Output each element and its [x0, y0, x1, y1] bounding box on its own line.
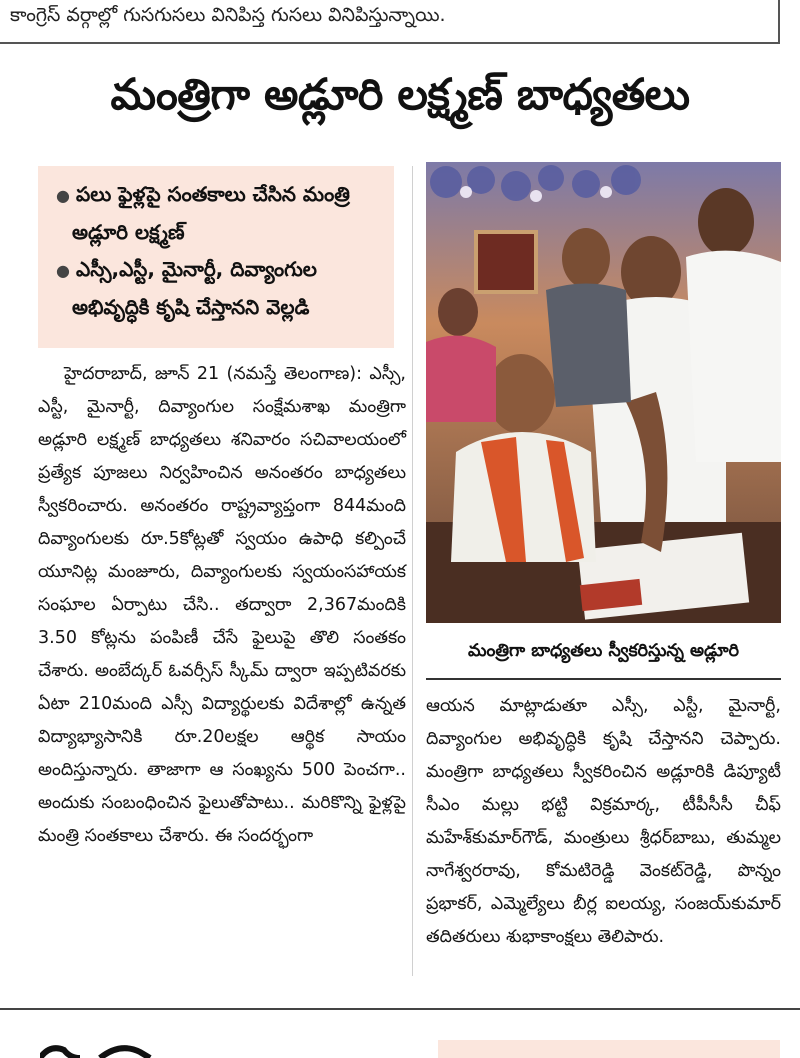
- highlight-item: [54, 251, 382, 326]
- highlight-text: పలు ఫైళ్లపై సంతకాలు చేసిన మంత్రి అడ్లూరి లక్ష్మణ్: [72, 182, 350, 244]
- news-photo: [426, 162, 781, 623]
- next-article-highlight-box: [438, 1040, 780, 1058]
- article-body-left-column: [38, 358, 406, 853]
- column-divider: [412, 166, 413, 976]
- article-paragraph: ఆయన మాట్లాడుతూ ఎస్సీ, ఎస్టీ, మైనార్టీ, దివ్యాంగుల అభివృద్ధికి కృషి చేస్తానని చెప్పారు. మంత్రిగా బాధ్యతలు స్వీకరించిన అడ్లూరికి డిప్యూటీ సీఎం మల్లు భట్టి విక్రమార్క, టీపీసీసీ చీఫ్ మహేశ్‌కుమార్‌గౌడ్, మంత్రులు శ్రీధర్‌బాబు, తుమ్మల నాగేశ్వరరావు, కోమటిరెడ్డి వెంకట్‌రెడ్డి, పొన్నం ప్రభాకర్, ఎమ్మెల్యేలు బీర్ల ఐలయ్య, సంజయ్‌కుమార్ తదితరులు శుభాకాంక్షలు తెలిపారు.: [426, 696, 781, 947]
- bullet-icon: ●: [56, 186, 70, 205]
- highlight-item: [54, 176, 382, 251]
- article-body-right-column: [426, 690, 781, 954]
- highlight-text: ఎస్సీ,ఎస్టీ, మైనార్టీ, దివ్యాంగుల అభివృద్ధికి కృషి చేస్తానని వెల్లడి: [72, 257, 317, 319]
- cropped-text-icon: [40, 1040, 200, 1058]
- photo-illustration: [426, 162, 781, 623]
- headline: మంత్రిగా అడ్లూరి లక్ష్మణ్ బాధ్యతలు: [110, 70, 690, 120]
- bullet-icon: ●: [56, 261, 70, 280]
- photo-caption: మంత్రిగా బాధ్యతలు స్వీకరిస్తున్న అడ్లూరి: [426, 628, 781, 680]
- next-article-headline-fragment: [40, 1040, 200, 1058]
- previous-article-text: కాంగ్రెస్ వర్గాల్లో గుసగుసలు వినిపిస్త గుసలు వినిపిస్తున్నాయి.: [10, 4, 446, 26]
- highlights-box: [38, 166, 394, 348]
- section-divider: [0, 1008, 800, 1010]
- article-paragraph: హైదరాబాద్, జూన్ 21 (నమస్తే తెలంగాణ): ఎస్సీ, ఎస్టీ, మైనార్టీ, దివ్యాంగుల సంక్షేమశాఖ మంత్రిగా అడ్లూరి లక్ష్మణ్ బాధ్యతలు శనివారం సచివాలయంలో ప్రత్యేక పూజలు నిర్వహించిన అనంతరం బాధ్యతలు స్వీకరించారు. అనంతరం రాష్ట్రవ్యాప్తంగా 844మంది దివ్యాంగులకు రూ.5కోట్లతో స్వయం ఉపాధి కల్పించే యూనిట్ల మంజూరు, దివ్యాంగులకు స్వయంసహాయక సంఘాల ఏర్పాటు చేసి.. తద్వారా 2,367మందికి 3.50 కోట్లను పంపిణీ చేసే ఫైలుపై తొలి సంతకం చేశారు. అంబేద్కర్ ఓవర్సీస్ స్కీమ్ ద్వారా ఇప్పటివరకు ఏటా 210మంది ఎస్సీ విద్యార్థులకు విదేశాల్లో ఉన్నత విద్యాభ్యాసానికి రూ.20లక్షల ఆర్థిక సాయం అందిస్తున్నారు. తాజాగా ఆ సంఖ్యను 500 పెంచగా.. అందుకు సంబంధించిన ఫైలుతోపాటు.. మరికొన్ని ఫైళ్లపై మంత్రి సంతకాలు చేశారు. ఈ సందర్భంగా: [38, 364, 406, 846]
- previous-article-strip: [0, 0, 780, 44]
